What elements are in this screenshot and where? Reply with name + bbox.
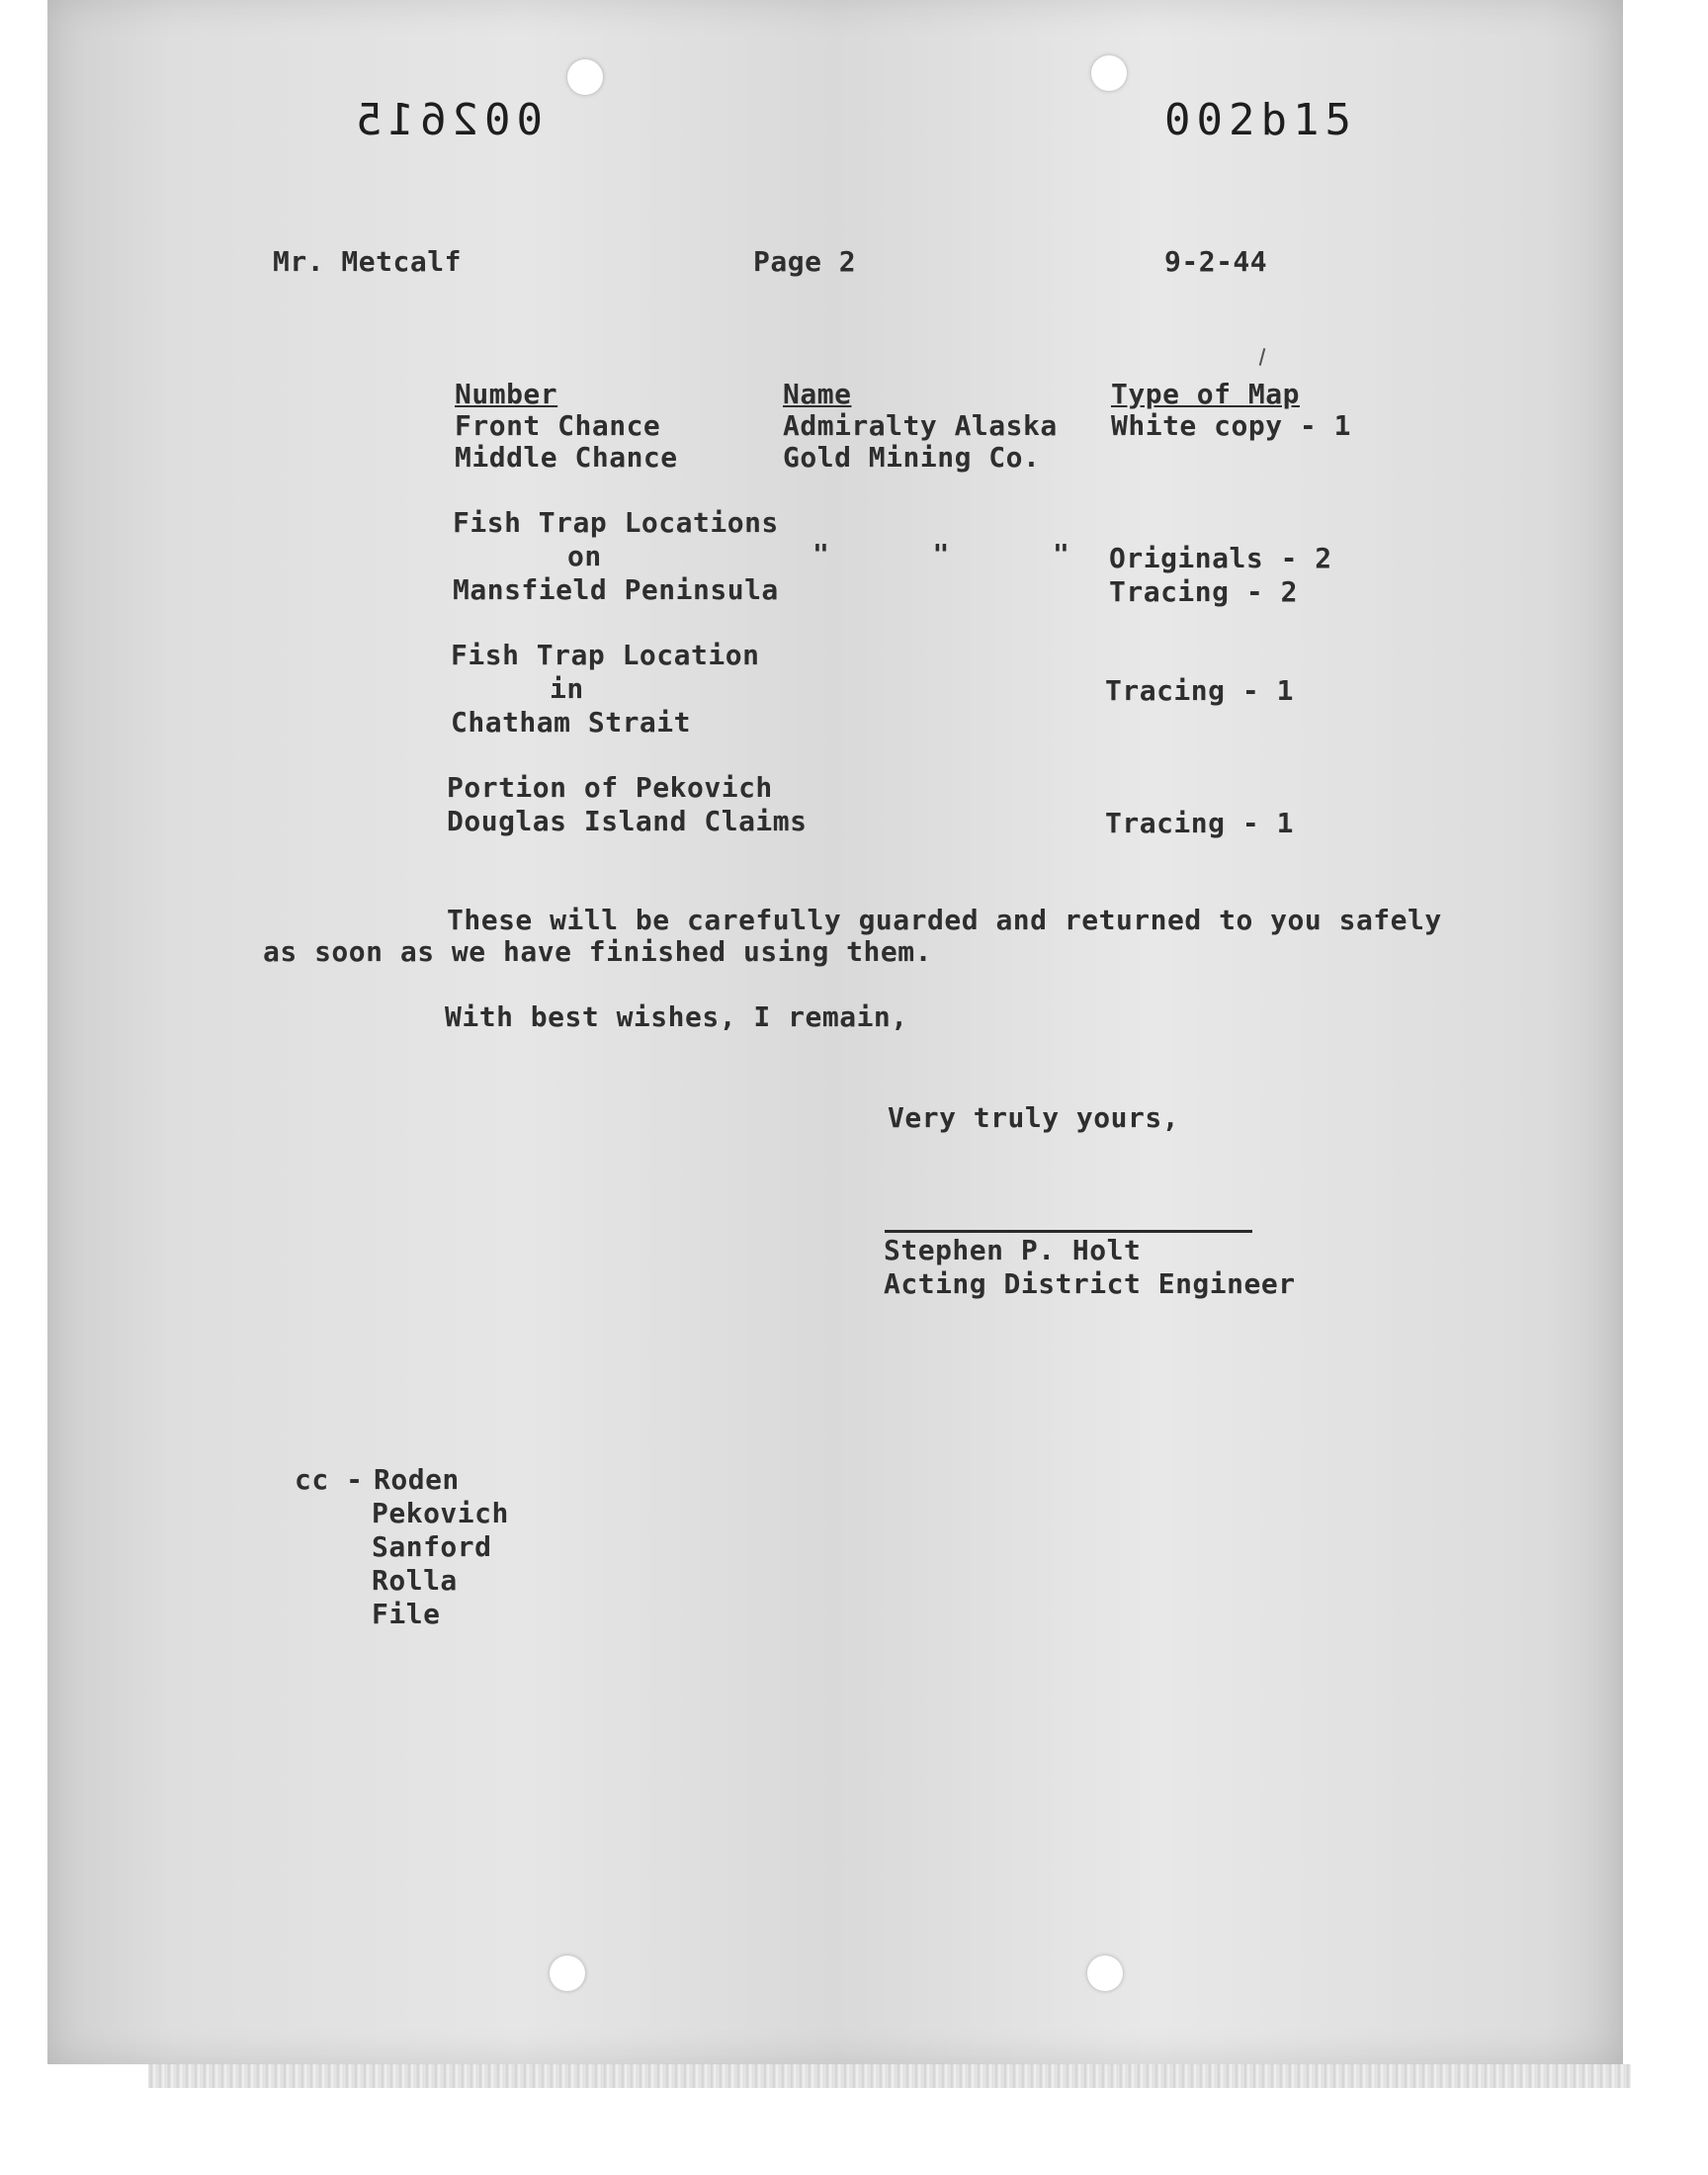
column-header-number: Number [455, 378, 558, 410]
row-type-line: Originals - 2 [1109, 542, 1332, 574]
row-number-line: Douglas Island Claims [447, 805, 808, 837]
row-number-line: on [567, 540, 602, 572]
column-header-type: Type of Map [1111, 378, 1300, 410]
cc-name: Pekovich [372, 1497, 509, 1529]
row-name-line: Admiralty Alaska [783, 409, 1058, 442]
cc-name: Roden [374, 1463, 460, 1496]
cc-name: Sanford [372, 1530, 492, 1563]
stamp-number: 002b15 [1164, 95, 1357, 145]
letter-date: 9-2-44 [1164, 245, 1268, 278]
row-type-line: White copy - 1 [1111, 409, 1352, 442]
punch-hole [1091, 55, 1127, 91]
cc-label: cc - [295, 1463, 364, 1496]
cc-name: File [372, 1598, 441, 1630]
row-type-line: Tracing - 1 [1105, 674, 1294, 707]
row-number-line: Fish Trap Location [451, 639, 760, 671]
page-number: Page 2 [753, 245, 857, 278]
row-number-line: Front Chance [455, 409, 661, 442]
column-header-name: Name [783, 378, 852, 410]
row-number-line: Mansfield Peninsula [453, 573, 779, 606]
row-number-line: Portion of Pekovich [447, 771, 773, 804]
row-number-line: Chatham Strait [451, 706, 692, 739]
row-type-line: Tracing - 2 [1109, 575, 1298, 608]
punch-hole [550, 1956, 585, 1991]
body-paragraph-line: These will be carefully guarded and returned to you safely [447, 904, 1442, 936]
row-type-line: Tracing - 1 [1105, 807, 1294, 839]
punch-hole [1087, 1956, 1123, 1991]
signer-name: Stephen P. Holt [884, 1234, 1142, 1266]
recipient: Mr. Metcalf [273, 245, 462, 278]
row-name-line: Gold Mining Co. [783, 441, 1041, 474]
row-number-line: Middle Chance [455, 441, 678, 474]
ditto-marks: " " " [812, 538, 1070, 570]
stamp-mirrored: 002615 [350, 95, 543, 145]
punch-hole [567, 59, 603, 95]
closing-wish: With best wishes, I remain, [445, 1000, 908, 1033]
body-paragraph-line: as soon as we have finished using them. [263, 935, 932, 968]
signer-title: Acting District Engineer [884, 1267, 1296, 1300]
signature-line [885, 1230, 1252, 1233]
row-number-line: in [550, 672, 584, 705]
valediction: Very truly yours, [888, 1101, 1180, 1134]
cc-name: Rolla [372, 1564, 458, 1597]
scan-artifact-strip [148, 2064, 1631, 2088]
row-number-line: Fish Trap Locations [453, 506, 779, 539]
